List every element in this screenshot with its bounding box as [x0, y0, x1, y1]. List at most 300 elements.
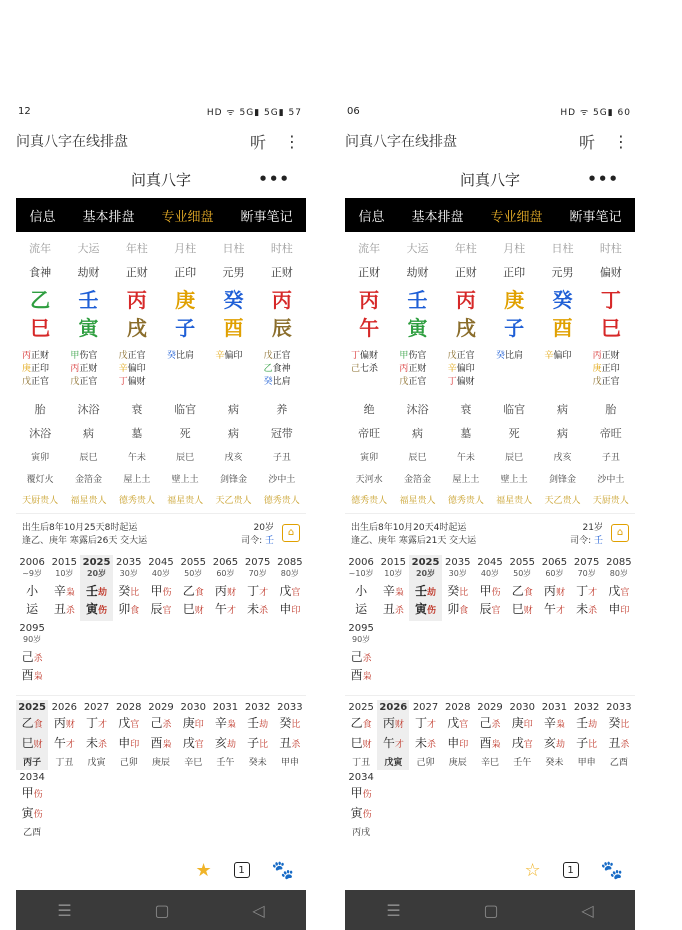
dayun-branch-char: 卯 — [118, 602, 131, 616]
hidden-stem-line — [399, 350, 441, 363]
liunian-cell[interactable] — [345, 770, 377, 840]
liunian-branch-god: 杀 — [98, 740, 108, 750]
hidden-stem: 辛 — [118, 364, 128, 374]
liunian-cell[interactable] — [377, 700, 409, 770]
liunian-branch-char: 戌 — [182, 736, 195, 750]
dayun-cell[interactable] — [113, 555, 145, 621]
pillar-header-row — [16, 236, 306, 260]
more-icon[interactable]: ••• — [258, 170, 290, 188]
liunian-stem — [16, 715, 48, 733]
hidden-stem: 戊 — [399, 377, 409, 387]
recent-apps-icon[interactable]: ☰ — [386, 900, 401, 920]
liunian-month-pillar: 辛巳 — [184, 758, 203, 768]
phase-row — [345, 421, 635, 445]
liunian-month-pillar: 丙戌 — [352, 828, 371, 838]
right-phone-screenshot — [345, 100, 635, 920]
hidden-stem-cell — [258, 350, 306, 389]
dayun-cell[interactable] — [274, 555, 306, 621]
hidden-stem-cell — [587, 350, 635, 389]
dayun-branch — [48, 601, 80, 619]
tab-info[interactable]: 信息 — [358, 209, 385, 225]
dayun-branch-god: 杀 — [65, 606, 75, 616]
pillar-header-row — [345, 236, 635, 260]
phase-cell: 临官 — [174, 403, 197, 416]
dayun-cell[interactable] — [177, 555, 209, 621]
liunian-branch — [571, 735, 603, 753]
liunian-cell[interactable] — [506, 700, 538, 770]
dayun-branch-char: 丑 — [53, 602, 66, 616]
liunian-month-pillar: 己卯 — [416, 758, 435, 768]
liunian-branch-god: 财 — [362, 740, 372, 750]
calendar-icon[interactable]: ⌂ — [282, 524, 300, 542]
phase-cell: 病 — [227, 403, 239, 416]
tab-detailed-chart[interactable]: 专业细盘 — [490, 209, 543, 225]
dayun-stem — [377, 583, 409, 601]
liunian-cell[interactable] — [209, 700, 241, 770]
dayun-age: 70岁 — [577, 569, 596, 578]
liunian-branch — [377, 735, 409, 753]
stem-char: 庚 — [175, 288, 196, 312]
headers-cell: 大运 — [77, 242, 100, 255]
liunian-year: 2025 — [348, 702, 374, 713]
listen-button[interactable]: 听 — [249, 132, 266, 152]
hidden-stem-god: 偏财 — [456, 377, 475, 387]
liunian-branch-god: 杀 — [620, 740, 630, 750]
phase-cell: 衰 — [131, 403, 143, 416]
menu-icon[interactable]: ⋮ — [613, 131, 629, 151]
liunian-cell[interactable] — [442, 700, 474, 770]
recent-apps-icon[interactable]: ☰ — [57, 900, 72, 920]
liunian-year: 2031 — [541, 702, 568, 713]
branche-char: 子 — [175, 316, 196, 340]
hidden-stem-line — [264, 376, 306, 389]
liunian-stem — [409, 715, 441, 733]
earthly-branches-row — [345, 312, 635, 340]
phase-cell: 沐浴 — [406, 403, 429, 416]
dayun-cell[interactable] — [345, 621, 377, 687]
tab-basic-chart[interactable]: 基本排盘 — [411, 209, 464, 225]
phase-row — [16, 397, 306, 421]
shensha-item: 福星贵人 — [167, 495, 204, 506]
liunian-stem-char: 癸 — [608, 716, 621, 730]
status-icons: HD ᯤ 5G▮ 5G▮ 57 — [206, 107, 302, 118]
dayun-branch — [209, 601, 241, 619]
gods-cell: 正印 — [174, 266, 197, 279]
liunian-branch-god: 枭 — [162, 740, 172, 750]
liunian-cell[interactable] — [48, 700, 80, 770]
dayun-stem — [274, 583, 306, 601]
liunian-year: 2028 — [445, 702, 471, 713]
liunian-year: 2027 — [412, 702, 439, 713]
dayun-year: 2095 — [19, 623, 45, 634]
dayun-year: 2095 — [348, 623, 374, 634]
tab-count-icon[interactable]: 1 — [563, 862, 579, 878]
app-header — [345, 160, 635, 198]
dayun-transition-text: 逢乙、庚年 寒露后21天 交大运 — [351, 535, 477, 546]
dayun-stem-char: 壬 — [415, 584, 428, 598]
dayun-year: 2045 — [477, 557, 503, 568]
dayun-stem-char: 戊 — [279, 584, 292, 598]
stem-char: 丙 — [359, 288, 380, 312]
hidden-stem: 癸 — [166, 351, 176, 361]
stem-char: 丁 — [600, 288, 621, 312]
hidden-stem-line — [70, 350, 112, 363]
dayun-cell[interactable] — [506, 555, 538, 621]
paw-icon[interactable]: 🐾 — [600, 859, 623, 881]
phase-cell: 辰巳 — [408, 452, 427, 463]
phase-cell: 病 — [82, 427, 94, 440]
dayun-cell[interactable] — [603, 555, 635, 621]
dayun-cell[interactable] — [377, 555, 409, 621]
liunian-branch-god: 枭 — [491, 740, 501, 750]
liunian-stem-god: 官 — [130, 720, 140, 730]
liunian-year: 2030 — [180, 702, 206, 713]
dayun-stem-char: 壬 — [86, 584, 99, 598]
back-icon[interactable]: ◁ — [252, 900, 265, 920]
hidden-stem-line — [22, 363, 64, 376]
shensha-item: 天厨贵人 — [592, 495, 629, 506]
liunian-year: 2032 — [573, 702, 600, 713]
dayun-cell[interactable] — [409, 555, 441, 621]
hidden-stem-line — [399, 376, 441, 389]
liunian-stem-god: 财 — [65, 720, 75, 730]
hidden-stem-god: 偏印 — [224, 351, 243, 361]
liunian-month-pillar: 壬午 — [216, 758, 235, 768]
hidden-stem-god: 正官 — [79, 377, 98, 387]
hidden-stem-god: 偏印 — [456, 364, 475, 374]
favorite-star-icon[interactable]: ☆ — [524, 859, 541, 881]
headers-cell: 日柱 — [551, 242, 574, 255]
liunian-cell[interactable] — [242, 700, 274, 770]
liunian-cell[interactable] — [16, 700, 48, 770]
dayun-age: 60岁 — [216, 569, 235, 578]
heavenly-stems-row — [345, 284, 635, 312]
liunian-branch-god: 才 — [65, 740, 75, 750]
dayun-branch — [145, 601, 177, 619]
liunian-cell[interactable] — [145, 700, 177, 770]
liunian-stem — [345, 715, 377, 733]
liunian-cell[interactable] — [80, 700, 112, 770]
siling-value: 壬 — [264, 535, 274, 546]
phase-cell: 死 — [179, 427, 191, 440]
liunian-cell[interactable] — [274, 700, 306, 770]
headers-cell: 大运 — [406, 242, 429, 255]
branche-char: 寅 — [407, 316, 428, 340]
dayun-cell[interactable] — [209, 555, 241, 621]
liunian-month-pillar: 乙酉 — [23, 828, 42, 838]
liunian-branch — [80, 735, 112, 753]
dayun-branch-god: 财 — [523, 606, 533, 616]
liunian-branch-char: 酉 — [479, 736, 492, 750]
hidden-stem-god: 偏财 — [360, 351, 379, 361]
liunian-branch — [48, 735, 80, 753]
stem-char: 丙 — [271, 288, 292, 312]
liunian-stem-char: 庚 — [182, 716, 195, 730]
dayun-year: 2075 — [573, 557, 600, 568]
dayun-cell[interactable] — [242, 555, 274, 621]
branche-char: 巳 — [600, 316, 621, 340]
dayun-stem-god: 食 — [194, 588, 204, 598]
liunian-month-pillar: 庚辰 — [448, 758, 467, 768]
browser-title-bar — [16, 122, 306, 160]
dayun-branch — [242, 601, 274, 619]
liunian-month-pillar: 庚辰 — [151, 758, 170, 768]
hidden-stem-god: 正财 — [31, 351, 50, 361]
dayun-cell[interactable] — [345, 555, 377, 621]
dayun-stem — [209, 583, 241, 601]
phase-cell: 剑锋金 — [548, 474, 576, 485]
liunian-branch-char: 寅 — [350, 806, 363, 820]
dayun-stem — [474, 583, 506, 601]
liunian-branch-char: 子 — [247, 736, 260, 750]
liunian-branch — [274, 735, 306, 753]
dayun-year: 2075 — [244, 557, 271, 568]
hidden-stem-god: 正官 — [601, 377, 620, 387]
dayun-year: 2055 — [180, 557, 206, 568]
hidden-stem: 丁 — [118, 377, 128, 387]
dayun-stem-god: 食 — [523, 588, 533, 598]
more-icon[interactable]: ••• — [587, 170, 619, 188]
dayun-age: 70岁 — [248, 569, 267, 578]
dayun-branch-char: 运 — [26, 602, 39, 616]
liunian-branch-god: 才 — [394, 740, 404, 750]
hidden-stem-god: 比肩 — [176, 351, 195, 361]
dayun-branch-char: 卯 — [447, 602, 460, 616]
dayun-cell[interactable] — [538, 555, 570, 621]
hidden-stem-god: 偏印 — [127, 364, 146, 374]
dayun-cell[interactable] — [80, 555, 112, 621]
dayun-stem-char: 甲 — [150, 584, 163, 598]
hidden-stem-god: 正官 — [31, 377, 50, 387]
dayun-cell[interactable] — [145, 555, 177, 621]
dayun-age: 50岁 — [184, 569, 203, 578]
dayun-branch — [80, 601, 112, 619]
dayun-cell[interactable] — [16, 621, 48, 687]
tab-info[interactable]: 信息 — [29, 209, 56, 225]
liunian-cell[interactable] — [177, 700, 209, 770]
earthly-branches-row — [16, 312, 306, 340]
liunian-month-pillar: 甲申 — [280, 758, 299, 768]
hidden-stem-cell — [16, 350, 64, 389]
liunian-stem-char: 乙 — [350, 716, 363, 730]
dayun-branch-god: 食 — [130, 606, 140, 616]
hidden-stems-row — [16, 350, 306, 389]
dayun-year: 2085 — [606, 557, 632, 568]
dayun-stem — [409, 583, 441, 601]
liunian-stem — [442, 715, 474, 733]
menu-icon[interactable]: ⋮ — [284, 131, 300, 151]
liunian-year: 2026 — [51, 702, 78, 713]
liunian-stem-char: 乙 — [21, 716, 34, 730]
ten-gods-row — [345, 260, 635, 284]
liunian-branch — [209, 735, 241, 753]
gods-cell: 正印 — [503, 266, 526, 279]
hidden-stem-god: 偏财 — [127, 377, 146, 387]
dayun-branch-char: 午 — [214, 602, 227, 616]
gods-cell: 劫财 — [77, 266, 100, 279]
hidden-stem-line — [448, 363, 490, 376]
liunian-stem-god: 印 — [194, 720, 204, 730]
dayun-info — [345, 513, 635, 551]
liunian-cell[interactable] — [603, 700, 635, 770]
liunian-stem-char: 己 — [150, 716, 163, 730]
hidden-stem-god: 比肩 — [505, 351, 524, 361]
hidden-stem-cell — [393, 350, 441, 389]
liunian-branch-god: 财 — [33, 740, 43, 750]
favorite-star-icon[interactable]: ★ — [195, 859, 212, 881]
dayun-cell[interactable] — [48, 555, 80, 621]
dayun-stem-char: 小 — [355, 584, 368, 598]
home-icon[interactable]: ▢ — [154, 900, 170, 920]
hidden-stem-god: 正印 — [601, 364, 620, 374]
liunian-branch-char: 酉 — [150, 736, 163, 750]
liunian-cell[interactable] — [113, 700, 145, 770]
browser-title-bar — [345, 122, 635, 160]
phase-cell: 墓 — [131, 427, 143, 440]
paw-icon[interactable]: 🐾 — [271, 859, 294, 881]
liunian-branch — [345, 735, 377, 753]
dayun-stem-char: 小 — [26, 584, 39, 598]
liunian-cell[interactable] — [538, 700, 570, 770]
dayun-stem-char: 丙 — [214, 584, 227, 598]
dayun-stem — [345, 583, 377, 601]
dayun-age: 80岁 — [609, 569, 628, 578]
left-phone-screenshot — [16, 100, 306, 920]
dayun-branch-god: 伤 — [427, 606, 437, 616]
liunian-cell[interactable] — [571, 700, 603, 770]
liunian-branch — [409, 735, 441, 753]
liunian-stem-god: 才 — [98, 720, 108, 730]
liunian-month-pillar: 甲申 — [577, 758, 596, 768]
branche-char: 巳 — [30, 316, 51, 340]
dayun-branch-char: 酉 — [350, 668, 363, 682]
dayun-branch — [603, 601, 635, 619]
dayun-cell[interactable] — [442, 555, 474, 621]
hidden-stem-line — [70, 363, 112, 376]
phase-cell: 午未 — [127, 452, 146, 463]
hidden-stem-line — [167, 350, 209, 363]
browser-page-title: 问真八字在线排盘 — [16, 134, 128, 150]
current-age: 21岁 — [582, 522, 603, 533]
phase-cell: 屋上土 — [452, 474, 480, 485]
liunian-year: 2026 — [379, 702, 408, 713]
dayun-age: 60岁 — [545, 569, 564, 578]
dayun-branch-char: 午 — [543, 602, 556, 616]
hidden-stem: 丁 — [351, 351, 361, 361]
hidden-stem-line — [215, 350, 257, 363]
dayun-age: 30岁 — [119, 569, 138, 578]
dayun-age: ~10岁 — [348, 569, 374, 578]
hidden-stem-god: 正官 — [456, 351, 475, 361]
stem-char: 壬 — [407, 288, 428, 312]
liunian-stem-char: 庚 — [511, 716, 524, 730]
liunian-cell[interactable] — [474, 700, 506, 770]
tab-count-icon[interactable]: 1 — [234, 862, 250, 878]
tab-basic-chart[interactable]: 基本排盘 — [82, 209, 135, 225]
dayun-year: 2015 — [51, 557, 78, 568]
tab-notes[interactable]: 断事笔记 — [240, 209, 293, 225]
liunian-branch-god: 杀 — [427, 740, 437, 750]
tab-detailed-chart[interactable]: 专业细盘 — [161, 209, 214, 225]
dayun-start-text: 出生后8年10月20天4时起运 — [351, 522, 467, 533]
dayun-branch-god: 印 — [620, 606, 630, 616]
headers-cell: 时柱 — [270, 242, 293, 255]
hidden-stem-god: 比肩 — [272, 377, 291, 387]
siling-label: 司令: — [241, 535, 263, 546]
phase-cell: 寅卯 — [31, 452, 50, 463]
dayun-stem — [345, 649, 377, 667]
dayun-branch-god: 杀 — [394, 606, 404, 616]
liunian-cell[interactable] — [16, 770, 48, 840]
liunian-stem — [48, 715, 80, 733]
phase-cell: 帝旺 — [599, 427, 622, 440]
status-bar — [16, 100, 306, 122]
dayun-cell[interactable] — [16, 555, 48, 621]
stem-char: 癸 — [223, 288, 244, 312]
liunian-cell[interactable] — [345, 700, 377, 770]
liunian-branch-char: 巳 — [21, 736, 34, 750]
dayun-stem-char: 乙 — [511, 584, 524, 598]
shensha-item: 天乙贵人 — [544, 495, 581, 506]
phase-row — [345, 397, 635, 421]
liunian-stem-char: 辛 — [214, 716, 227, 730]
dayun-branch — [16, 601, 48, 619]
phase-row — [345, 445, 635, 467]
liunian-month-pillar: 壬午 — [513, 758, 532, 768]
home-icon[interactable]: ▢ — [483, 900, 499, 920]
gods-cell: 劫财 — [406, 266, 429, 279]
dayun-cell[interactable] — [571, 555, 603, 621]
dayun-cell[interactable] — [474, 555, 506, 621]
dayun-stem-god: 劫 — [98, 588, 108, 598]
liunian-year: 2028 — [116, 702, 142, 713]
liunian-month-pillar: 癸未 — [248, 758, 267, 768]
liunian-branch — [345, 805, 377, 823]
liunian-branch-god: 劫 — [226, 740, 236, 750]
hidden-stem-god: 伤官 — [408, 351, 427, 361]
liunian-stem-char: 甲 — [21, 786, 34, 800]
listen-button[interactable]: 听 — [578, 132, 595, 152]
liunian-branch — [145, 735, 177, 753]
dayun-age: 80岁 — [280, 569, 299, 578]
liunian-branch-char: 丑 — [608, 736, 621, 750]
liunian-stem — [113, 715, 145, 733]
phase-cell: 墓 — [460, 427, 472, 440]
stem-char: 庚 — [504, 288, 525, 312]
phase-cell: 覆灯火 — [26, 474, 54, 485]
dayun-age: 10岁 — [55, 569, 74, 578]
dayun-branch — [113, 601, 145, 619]
liunian-stem — [377, 715, 409, 733]
hidden-stem-god: 伤官 — [79, 351, 98, 361]
liunian-branch-char: 戌 — [511, 736, 524, 750]
dayun-stem-char: 己 — [21, 650, 34, 664]
liunian-branch — [177, 735, 209, 753]
dayun-age: 40岁 — [480, 569, 500, 578]
liunian-stem-char: 辛 — [543, 716, 556, 730]
back-icon[interactable]: ◁ — [581, 900, 594, 920]
liunian-branch-god: 比 — [259, 740, 269, 750]
tab-notes[interactable]: 断事笔记 — [569, 209, 622, 225]
phase-cell: 子丑 — [272, 452, 291, 463]
phase-cell: 辰巳 — [505, 452, 524, 463]
phase-cell: 壁上土 — [500, 474, 528, 485]
liunian-cell[interactable] — [409, 700, 441, 770]
calendar-icon[interactable]: ⌂ — [611, 524, 629, 542]
phase-cell: 衰 — [460, 403, 472, 416]
dayun-year: 2035 — [445, 557, 471, 568]
dayun-branch-god: 官 — [162, 606, 172, 616]
